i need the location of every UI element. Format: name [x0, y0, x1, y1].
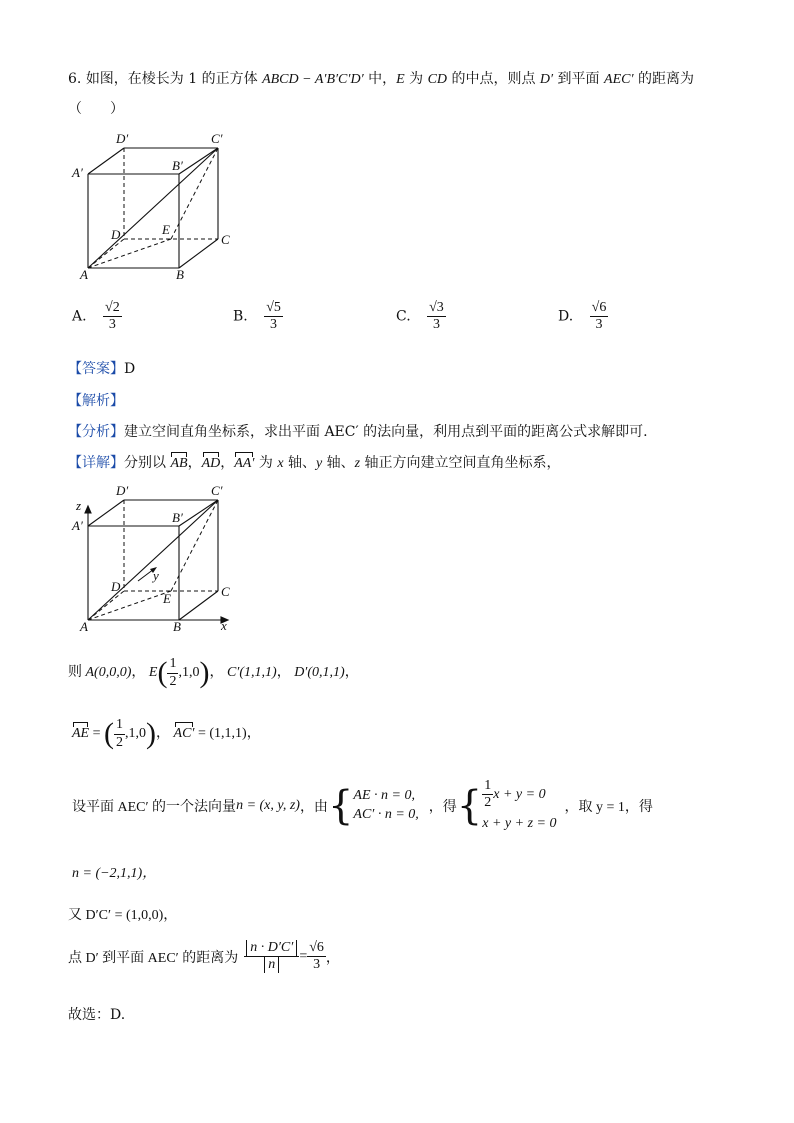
vectors-line: AE = ( $\frac{1}{2}$ ,1,0)， AC′ = (1,1,1)， [72, 717, 261, 750]
question-stem: 6. 如图，在棱长为 1 的正方体 ABCD − A′B′C′D′ 中，E 为 CD 的中点，则点 D′ 到平面 AEC′ 的距离为 [68, 71, 694, 87]
axis-y-label: y [153, 568, 159, 583]
analysis-tag: 【解析】 [68, 393, 124, 409]
answer-line: 【答案】D [68, 361, 136, 377]
axis-x-label: x [221, 618, 227, 633]
label2-c: C [221, 584, 230, 599]
label-d: D [111, 227, 121, 242]
distance-line: 点 D′ 到平面 AEC′ 的距离为 $\frac{n \cdot D'C'}{n}$ = $\frac{√6}{3}$ ， [68, 940, 340, 973]
left-brace-2: { [456, 783, 483, 830]
label2-b1: B′ [172, 510, 183, 525]
label2-a1: A′ [72, 518, 83, 533]
label-a: A [80, 267, 88, 282]
label2-d: D [111, 579, 121, 594]
conclusion: 故选：D. [68, 1007, 126, 1023]
label2-d1: D′ [116, 483, 129, 498]
coords-line: 则 A(0,0,0)， E( $\frac{1}{2}$ ,1,0)， C′(1,1,1)， D′(0,1,1)， [68, 656, 359, 689]
label-d1: D′ [116, 131, 129, 146]
option-c[interactable]: C. $\frac{√3}{3}$ [396, 300, 444, 333]
label-b: B [176, 267, 184, 282]
system-2: $\frac{1}{2}$ x + y = 0 x + y + z = 0 [482, 778, 557, 832]
answer-blank: （ ） [68, 101, 124, 117]
label2-e: E [163, 591, 171, 606]
label-b1: B′ [172, 158, 183, 173]
n-result: n = (−2,1,1)， [72, 866, 157, 881]
label-a1: A′ [72, 165, 83, 180]
normal-line: 设平面 AEC′ 的一个法向量 n = (x, y, z) ，由 { AE · n = 0, AC′ · n = 0, ，得 { $\frac{1}{2}$ x + y = 0 x + y + z = 0 ，取 y = 1，得 [72, 778, 653, 834]
label2-a: A [80, 619, 88, 634]
detail-line: 【详解】分别以 AB，AD，AA′ 为 x 轴、y 轴、z 轴正方向建立空间直角坐标系， [68, 455, 561, 471]
option-a[interactable]: A. $\frac{√2}{3}$ [72, 300, 120, 333]
axis-z-label: z [76, 498, 82, 513]
system-1: AE · n = 0, AC′ · n = 0, [353, 788, 419, 823]
option-b[interactable]: B. $\frac{√5}{3}$ [233, 300, 281, 333]
label-e: E [162, 222, 170, 237]
fenxi-line: 【分析】建立空间直角坐标系，求出平面 AEC′ 的法向量，利用点到平面的距离公式求解即可. [68, 424, 648, 440]
cube-figure [66, 126, 246, 286]
label-c: C [221, 232, 230, 247]
coordinate-cube-figure [66, 478, 246, 638]
option-d[interactable]: D. $\frac{√6}{3}$ [558, 300, 607, 333]
label-c1: C′ [211, 131, 223, 146]
label2-b: B [173, 619, 181, 634]
left-brace: { [327, 783, 354, 830]
d1c1-line: 又 D′C′ = (1,0,0)， [68, 908, 178, 923]
label2-c1: C′ [211, 483, 223, 498]
